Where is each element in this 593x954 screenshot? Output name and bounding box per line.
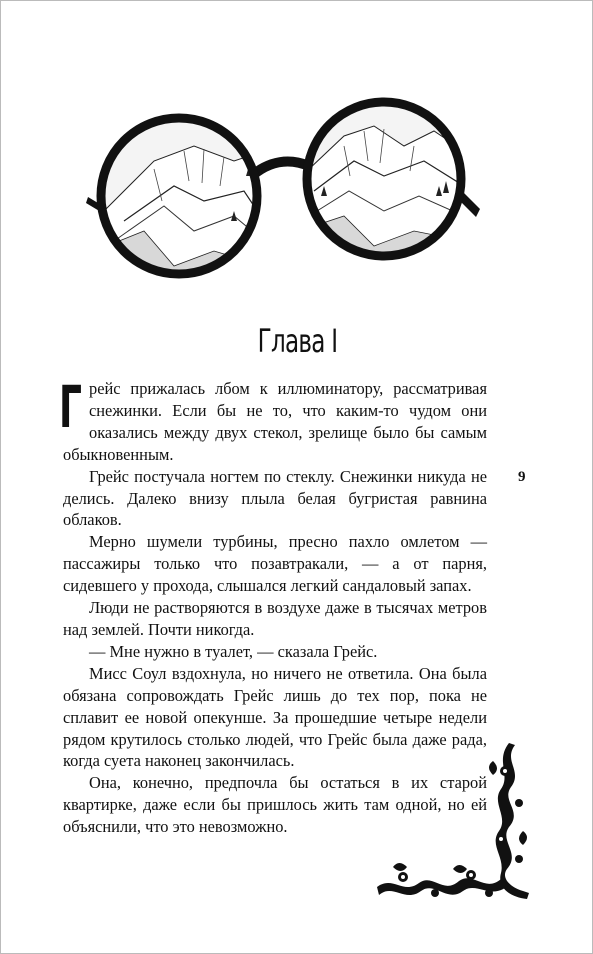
sunglasses-mountain-illustration <box>84 91 484 291</box>
drop-cap: Г <box>59 373 82 441</box>
page-number: 9 <box>518 469 526 485</box>
paragraph-5: — Мне нужно в туалет, — сказала Грейс. <box>89 641 378 661</box>
paragraph-7: Она, конечно, предпочла бы остаться в их старой квартирке, даже если бы пришлось жить там одной, но ей объяснили, что это невозможно. <box>63 773 487 837</box>
paragraph-2: Грейс постучала ногтем по стеклу. Снежинки никуда не делись. Далеко внизу плыла белая бугристая равнина облаков. <box>63 466 487 530</box>
chapter-title: Глава I <box>257 322 338 360</box>
paragraph-3: Мерно шумели турбины, пресно пахло омлетом — пассажиры только что позавтракали, — а от парня, сидевшего у прохода, слышался легкий сандаловый запах. <box>63 532 487 596</box>
paragraph-6: Мисс Соул вздохнула, но ничего не ответила. Она была обязана сопровождать Грейс лишь до тех пор, пока не сплавит ее новой опекунше. За прошедшие четыре недели рядом крутилось столько людей, что Грейс была даже рада, когда суета наконец закончилась. <box>63 663 487 771</box>
paragraph-1 <box>59 373 487 466</box>
paragraph-1-text: рейс прижалась лбом к иллюминатору, рассматривая снежинки. Если бы не то, что каким-то чудом они оказались между двух стекол, зрелище было бы самым обыкновенным. <box>63 379 487 464</box>
corner-ornament-icon <box>373 741 533 901</box>
paragraph-4: Люди не растворяются в воздухе даже в тысячах метров над землей. Почти никогда. <box>63 598 487 639</box>
